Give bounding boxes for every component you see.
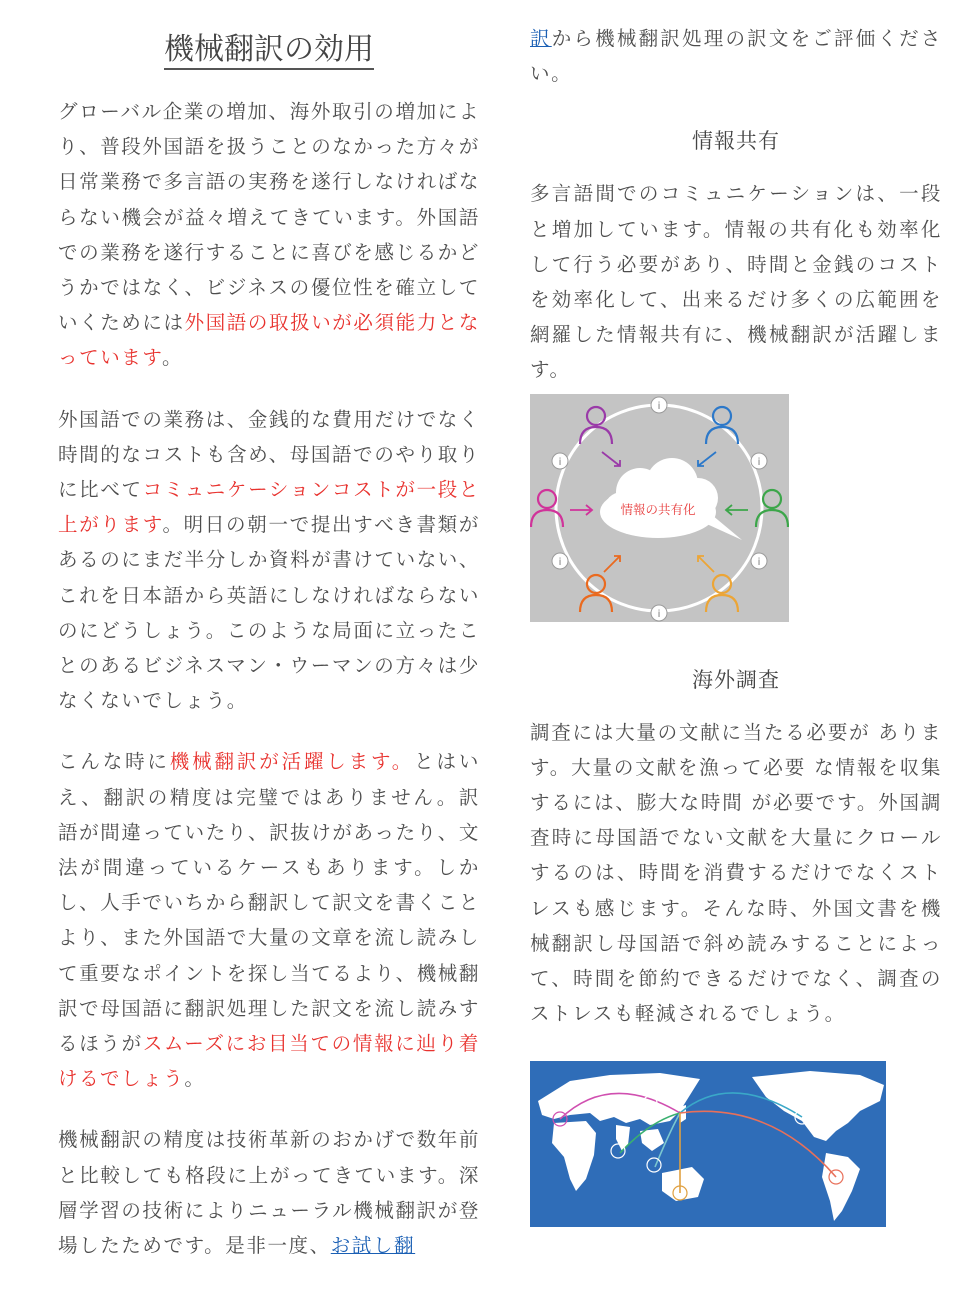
svg-text:i: i — [558, 556, 562, 568]
section-heading-info-sharing: 情報共有 — [692, 129, 780, 154]
right-column — [530, 0, 942, 1227]
left-column — [58, 0, 480, 1263]
cloud-label: 情報の共有化 — [620, 501, 696, 517]
paragraph-1: グローバル企業の増加、海外取引の増加により、普段外国語を扱うことのなかった方々が日常業務で多言語の実務を遂行しなければならない機会が益々増えてきています。外国語での業務を遂行することに喜びを感じるかどうかではなく、ビジネスの優位性を確立していくためには外国語の取扱いが必須能力となっています。 — [58, 100, 481, 370]
paragraph-4: 機械翻訳の精度は技術革新のおかげで数年前と比較しても格段に上がってきています。深層学習の技術によりニューラル機械翻訳が登場したためです。是非一度、お試し翻 — [58, 1128, 481, 1258]
highlight-text: 外国語の取扱いが必須能力となっています — [58, 311, 481, 370]
page-title: 機械翻訳の効用 — [58, 24, 480, 68]
svg-text:i: i — [558, 456, 562, 468]
continued-paragraph: 訳から機械翻訳処理の訳文をご評価ください。 — [530, 27, 942, 86]
info-sharing-paragraph: 多言語間でのコミュニケーションは、一段と増加しています。情報の共有化も効率化して行う必要があり、時間と金銭のコストを効率化して、出来るだけ多くの広範囲を網羅した情報共有に、機械翻訳が活躍します。 — [530, 182, 942, 382]
info-sharing-figure — [530, 394, 789, 622]
svg-text:i: i — [657, 608, 661, 620]
overseas-research-paragraph: 調査には大量の文献に当たる必要が ありま す。大量の文献を漁って必要 な情報を収集するには、膨大な時間 が必要です。外国調査時に母国語でない文献を大量にクロールするのは、時間を消費するだけでなくストレスも感じます。そんな時、外国文書を機械翻訳し母国語で斜め読みすることによって、時間を節約できるだけでなく、調査のストレスも軽減されるでしょう。 — [530, 720, 942, 1026]
trial-translation-link[interactable]: お試し翻 — [330, 1234, 416, 1258]
highlight-text: コミュニケーションコストが一段と上がります — [58, 478, 480, 537]
svg-text:i: i — [757, 456, 761, 468]
trial-translation-link-continued[interactable]: 訳 — [530, 27, 552, 50]
highlight-text: 機械翻訳が活躍します。 — [169, 750, 415, 774]
highlight-text: スムーズにお目当ての情報に辿り着けるでしょう — [58, 1032, 480, 1091]
paragraph-3: こんな時に機械翻訳が活躍します。とはいえ、翻訳の精度は完璧ではありません。訳語が間違っていたり、訳抜けがあったり、文法が間違っているケースもあります。しかし、人手でいちから翻訳して訳文を書くことより、また外国語で大量の文章を流し読みして重要なポイントを探し当てるより、機械翻訳で母国語に翻訳処理した訳文を流し読みするほうがスムーズにお目当ての情報に辿り着けるでしょう。 — [58, 750, 481, 1091]
section-heading-overseas-research: 海外調査 — [692, 667, 780, 692]
svg-text:i: i — [757, 556, 761, 568]
world-map-figure — [530, 1061, 886, 1227]
paragraph-2: 外国語での業務は、金銭的な費用だけでなく時間的なコストも含め、母国語でのやり取りに比べてコミュニケーションコストが一段と上がります。明日の朝一で提出すべき書類があるのにまだ半分しか資料が書けていない、これを日本語から英語にしなければならないのにどうしょう。このような局面に立ったことのあるビジネスマン・ウーマンの方々は少 なくないでしょう。 — [58, 407, 481, 713]
svg-text:i: i — [657, 400, 661, 412]
